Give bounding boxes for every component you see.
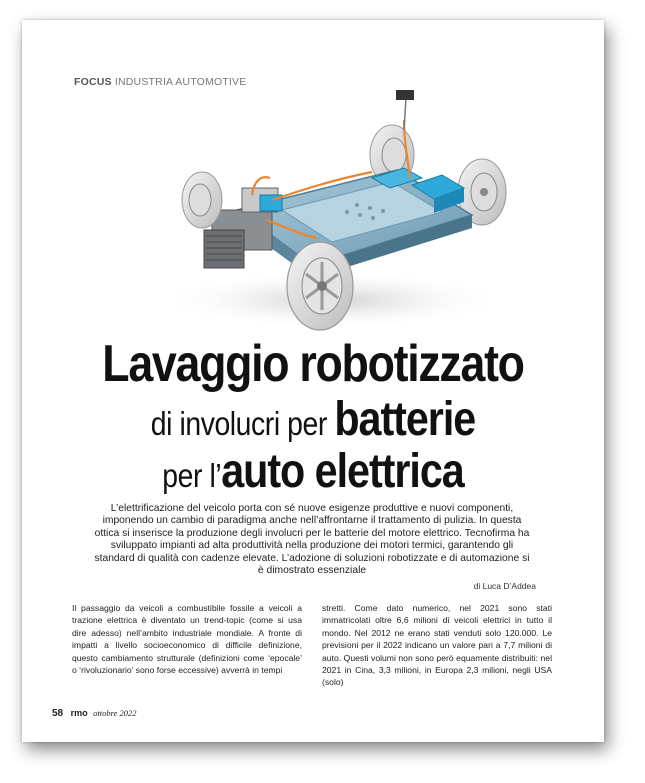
page-footer: [52, 708, 137, 719]
magazine-page: [22, 20, 604, 742]
magazine-name: rmo: [70, 708, 88, 718]
kicker-section: INDUSTRIA AUTOMOTIVE: [114, 76, 247, 88]
headline-line-2-light: di involucri per: [150, 405, 335, 442]
headline-line-1: Lavaggio robotizzato: [102, 335, 524, 393]
headline-line-2: [63, 393, 564, 446]
page-number: 58: [52, 708, 64, 719]
body-column-1: Il passaggio da veicoli a combustibile fossile a veicoli a trazione elettrica è diventato un trend-topic (come si usa dire adesso) nell’ambito industriale mondiale. A fronte di impatti a livello socioeconomico di difficile definizione, questo cambiamento strutturale (definizioni come ‘epocale’ o ‘rivoluzionario’ sono forse eccessive) avverrà in tempi: [72, 603, 302, 676]
byline: di Luca D’Addea: [473, 581, 536, 591]
ev-chassis-illustration: [142, 60, 522, 350]
issue-date: ottobre 2022: [93, 708, 137, 718]
kicker-focus: FOCUS: [74, 76, 112, 88]
headline-line-3-light: per l’: [162, 457, 222, 494]
headline-line-3-heavy: auto elettrica: [221, 445, 464, 498]
front-left-wheel: [182, 172, 222, 228]
front-right-wheel: [287, 242, 353, 330]
charging-port: [396, 90, 414, 100]
headline-line-2-heavy: batterie: [334, 393, 476, 446]
headline-line-3: [63, 445, 564, 498]
lead-paragraph: L’elettrificazione del veicolo porta con sé nuove esigenze produttive e nuovi componenti, imponendo un cambio di paradigma anche nell’affrontarne il trattamento di pulizia. In questa ottica si inserisce la produzione degli involucri per le batterie del motore elettrico. Tecnofirma ha sviluppato impianti ad alta produttività nella produzione dei motori termici, garantendo gli standard di qualità con cadenze elevate. L’adozione di soluzioni robotizzate e di automazione si è dimostrato essenziale: [94, 503, 530, 577]
body-column-2: stretti. Come dato numerico, nel 2021 sono stati immatricolati oltre 6,6 milioni di veicoli elettrici in tutto il mondo. Nel 2012 ne erano stati venduti solo 120.000. Le previsioni per il 2022 indicano un valore pari a 7,7 milioni di auto. Questi volumi non sono però equamente distribuiti: nel 2021 in Cina, 3,3 milioni, in Europa 2,3 milioni, negli USA (solo): [322, 603, 552, 688]
